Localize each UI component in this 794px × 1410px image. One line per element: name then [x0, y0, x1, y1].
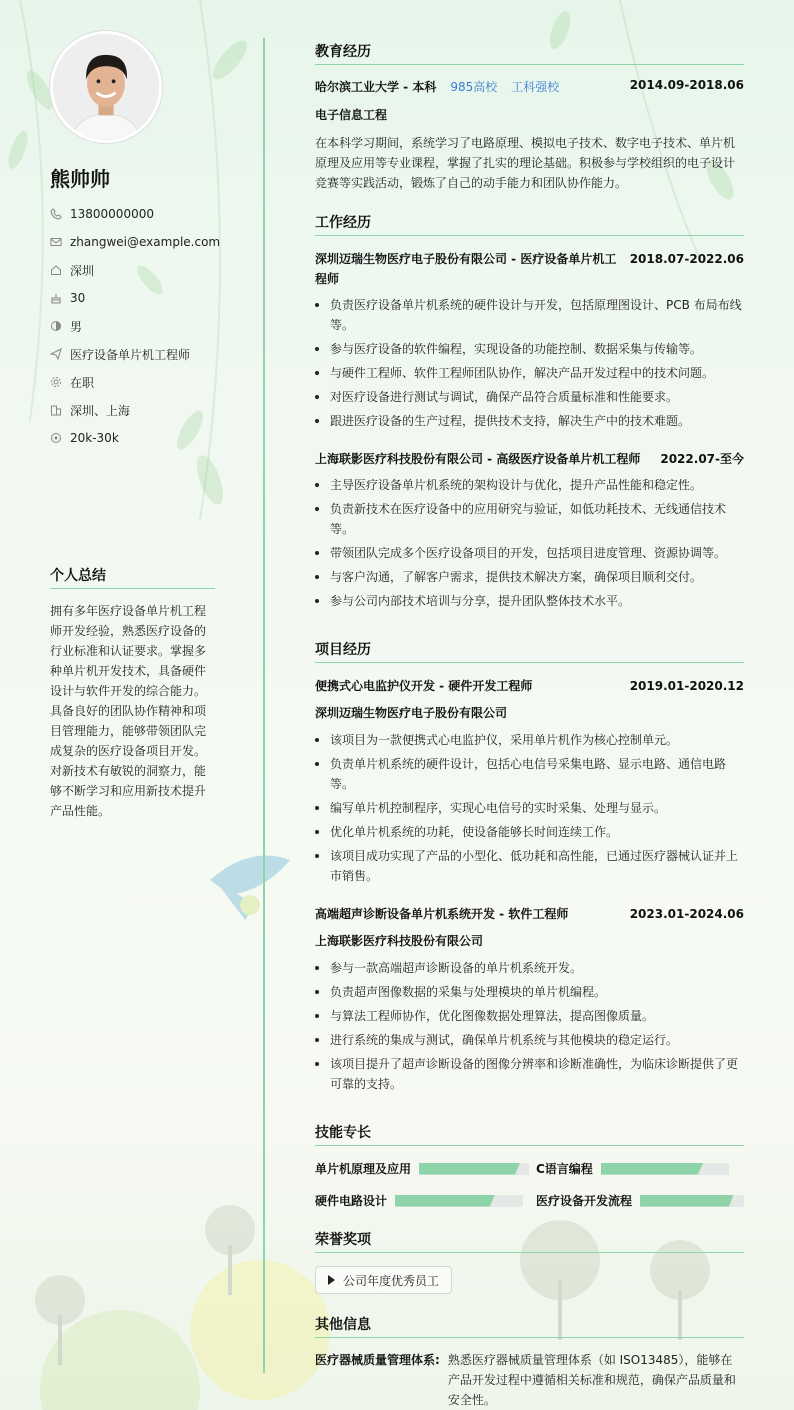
summary-text: 拥有多年医疗设备单片机工程师开发经验，熟悉医疗设备的行业标准和认证要求。掌握多种单片机开发技术，具备硬件设计与软件开发的综合能力。具备良好的团队协作精神和项目管理能力，能够带领团队完成复杂的医疗设备项目开发。对新技术有敏锐的洞察力，能够不断学习和应用新技术提升产品性能。	[50, 604, 207, 818]
job-date: 2022.07-至今	[660, 452, 744, 466]
project-name: 高端超声诊断设备单片机系统开发 - 软件工程师	[315, 907, 569, 921]
skill-fill	[395, 1195, 495, 1207]
other-value: 熟悉医疗器械质量管理体系（如 ISO13485），能够在产品开发过程中遵循相关标准和规范，确保产品质量和安全性。	[447, 1353, 736, 1407]
project-company: 上海联影医疗科技股份有限公司	[315, 934, 484, 948]
list-item: 进行系统的集成与测试，确保单片机系统与其他模块的稳定运行。	[315, 1030, 744, 1050]
skill-bar	[640, 1195, 744, 1207]
play-icon	[328, 1275, 335, 1285]
cake-icon	[50, 292, 62, 304]
job-duties	[315, 295, 744, 435]
skills-title: 技能专长	[315, 1122, 744, 1146]
list-item: 该项目为一款便携式心电监护仪，采用单片机作为核心控制单元。	[315, 730, 744, 750]
list-item: 跟进医疗设备的生产过程，提供技术支持，解决生产中的技术难题。	[315, 411, 744, 431]
education-title: 教育经历	[315, 41, 744, 65]
list-item: 与客户沟通，了解客户需求，提供技术解决方案，确保项目顺利交付。	[315, 567, 744, 587]
status-value: 在职	[70, 375, 95, 390]
list-item: 负责单片机系统的硬件设计，包括心电信号采集电路、显示电路、通信电路等。	[315, 754, 744, 794]
job-header	[315, 449, 744, 469]
mail-icon	[50, 236, 62, 248]
job-date: 2018.07-2022.06	[629, 252, 744, 266]
project-header	[315, 904, 744, 924]
job-duties	[315, 475, 744, 615]
skill-bar	[395, 1195, 523, 1207]
education-tag-engineering: 工科强校	[511, 80, 560, 94]
gender-icon	[50, 320, 62, 332]
list-item: 优化单片机系统的功耗，使设备能够长时间连续工作。	[315, 822, 744, 842]
education-tag-985: 985高校	[450, 80, 498, 94]
gender-row	[50, 312, 250, 340]
education-desc: 在本科学习期间，系统学习了电路原理、模拟电子技术、数字电子技术、单片机原理及应用等专业课程，掌握了扎实的理论基础。积极参与学校组织的电子设计竞赛等实践活动，锻炼了自己的动手能力和团队协作能力。	[315, 136, 736, 190]
phone-row	[50, 200, 250, 228]
building-icon	[50, 404, 62, 416]
education-date: 2014.09-2018.06	[629, 78, 744, 92]
phone-value: 13800000000	[70, 207, 154, 221]
project-name: 便携式心电监护仪开发 - 硬件开发工程师	[315, 679, 533, 693]
list-item: 负责超声图像数据的采集与处理模块的单片机编程。	[315, 982, 744, 1002]
job-company: 深圳迈瑞生物医疗电子股份有限公司 - 医疗设备单片机工程师	[315, 252, 617, 286]
work-title: 工作经历	[315, 212, 744, 236]
projects-title: 项目经历	[315, 639, 744, 663]
position-row	[50, 340, 250, 368]
skill-fill	[601, 1163, 703, 1175]
list-item: 负责新技术在医疗设备中的应用研究与验证，如低功耗技术、无线通信技术等。	[315, 499, 744, 539]
summary-title: 个人总结	[50, 565, 215, 589]
position-value: 医疗设备单片机工程师	[70, 347, 191, 362]
list-item: 该项目成功实现了产品的小型化、低功耗和高性能，已通过医疗器械认证并上市销售。	[315, 846, 744, 886]
job-company: 上海联影医疗科技股份有限公司 - 高级医疗设备单片机工程师	[315, 452, 641, 466]
honor-text: 公司年度优秀员工	[343, 1273, 440, 1288]
list-item: 负责医疗设备单片机系统的硬件设计与开发，包括原理图设计、PCB 布局布线等。	[315, 295, 744, 335]
profile-name: 熊帅帅	[50, 167, 110, 191]
salary-value: 20k-30k	[70, 431, 119, 445]
honors-title: 荣誉奖项	[315, 1229, 744, 1253]
list-item: 与算法工程师协作，优化图像数据处理算法，提高图像质量。	[315, 1006, 744, 1026]
skill-name: 医疗设备开发流程	[536, 1194, 633, 1208]
send-icon	[50, 348, 62, 360]
other-key: 医疗器械质量管理体系:	[315, 1353, 440, 1367]
contact-info	[50, 200, 250, 452]
coin-icon	[50, 432, 62, 444]
city-value: 深圳	[70, 263, 95, 278]
skill-name: 硬件电路设计	[315, 1194, 388, 1208]
skill-name: 单片机原理及应用	[315, 1162, 412, 1176]
honor-item	[315, 1266, 452, 1294]
project-header	[315, 676, 744, 696]
education-school: 哈尔滨工业大学 - 本科	[315, 80, 437, 94]
project-details	[315, 958, 744, 1098]
email-value[interactable]: zhangwei@example.com	[70, 235, 221, 249]
list-item: 编写单片机控制程序，实现心电信号的实时采集、处理与显示。	[315, 798, 744, 818]
email-row	[50, 228, 250, 256]
skill-fill	[640, 1195, 734, 1207]
skill-name: C语言编程	[536, 1162, 593, 1176]
list-item: 参与医疗设备的软件编程，实现设备的功能控制、数据采集与传输等。	[315, 339, 744, 359]
age-row	[50, 284, 250, 312]
list-item: 与硬件工程师、软件工程师团队协作，解决产品开发过程中的技术问题。	[315, 363, 744, 383]
project-company: 深圳迈瑞生物医疗电子股份有限公司	[315, 706, 508, 720]
age-value: 30	[70, 291, 86, 305]
skill-item	[315, 1192, 523, 1209]
skill-item	[315, 1160, 529, 1177]
list-item: 参与一款高端超声诊断设备的单片机系统开发。	[315, 958, 744, 978]
project-date: 2023.01-2024.06	[629, 907, 744, 921]
project-date: 2019.01-2020.12	[629, 679, 744, 693]
list-item: 主导医疗设备单片机系统的架构设计与优化，提升产品性能和稳定性。	[315, 475, 744, 495]
phone-icon	[50, 208, 62, 220]
status-row	[50, 368, 250, 396]
project-details	[315, 730, 744, 890]
job-header	[315, 249, 744, 289]
education-major: 电子信息工程	[315, 108, 388, 122]
list-item: 参与公司内部技术培训与分享，提升团队整体技术水平。	[315, 591, 744, 611]
skill-item	[536, 1160, 729, 1177]
city-row	[50, 256, 250, 284]
other-info	[315, 1350, 744, 1410]
skill-bar	[419, 1163, 529, 1175]
skill-item	[536, 1192, 744, 1209]
target-city-row	[50, 396, 250, 424]
settings-icon	[50, 376, 62, 388]
home-icon	[50, 264, 62, 276]
skill-fill	[419, 1163, 520, 1175]
education-header	[315, 78, 744, 95]
salary-row	[50, 424, 250, 452]
list-item: 该项目提升了超声诊断设备的图像分辨率和诊断准确性，为临床诊断提供了更可靠的支持。	[315, 1054, 744, 1094]
list-item: 带领团队完成多个医疗设备项目的开发，包括项目进度管理、资源协调等。	[315, 543, 744, 563]
gender-value: 男	[70, 319, 83, 334]
avatar	[50, 31, 162, 143]
divider-line	[263, 38, 265, 1373]
target-city-value: 深圳、上海	[70, 403, 131, 418]
other-title: 其他信息	[315, 1314, 744, 1338]
list-item: 对医疗设备进行测试与调试，确保产品符合质量标准和性能要求。	[315, 387, 744, 407]
skill-bar	[601, 1163, 729, 1175]
